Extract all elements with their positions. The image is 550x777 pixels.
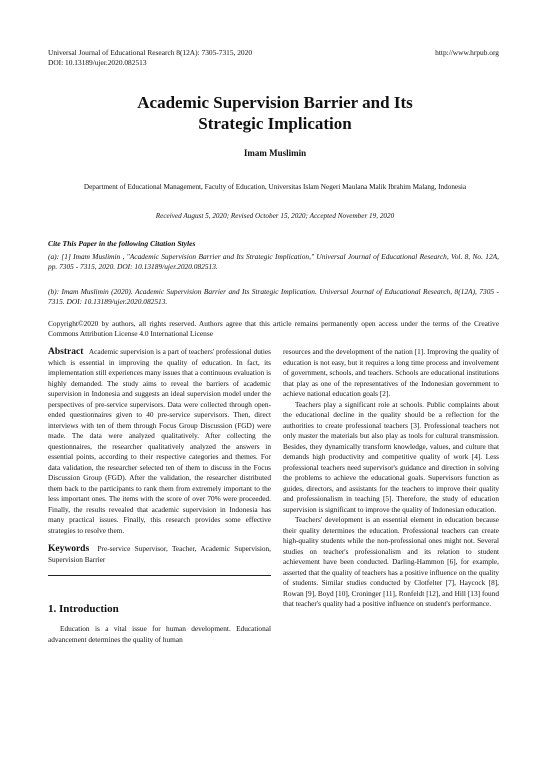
paper-title-line-2: Strategic Implication [198, 114, 352, 133]
running-header [48, 48, 499, 57]
citation-heading: Cite This Paper in the following Citation Styles [48, 239, 196, 248]
journal-citation: Universal Journal of Educational Research 8(12A): 7305-7315, 2020 [48, 48, 253, 57]
citation-style-a: (a): [1] Imam Muslimin , "Academic Supervision Barrier and Its Strategic Implication," Universal Journal of Educational Research, Vol. 8, No. 12A, pp. 7305 - 7315, 2020. DOI: 10.13189/ujer.2020.082513. [48, 252, 499, 271]
paper-title-line-1: Academic Supervision Barrier and Its [137, 93, 413, 112]
citation-style-b: (b): Imam Muslimin (2020). Academic Supervision Barrier and Its Strategic Implication. Universal Journal of Educational Research, 8(12A), 7305 - 7315. DOI: 10.13189/ujer.2020.082513. [48, 287, 499, 306]
abstract [48, 347, 271, 536]
left-column [48, 347, 271, 645]
abstract-text: Academic supervision is a part of teachers' professional duties which is essential in improving the quality of education. In fact, its implementation still experiences many issues that a continuous evaluation is highly demanded. The study aims to reveal the barriers of academic supervision in Indonesia and suggests an ideal supervision model under the perspectives of pre-service supervisors. Data were collected through open-ended questionnaires given to 40 pre-service supervisors. Then, direct interviews with ten of them through Focus Group Discussion (FGD) were made. The data were analyzed qualitatively. After collecting the questionnaires, the researcher qualitatively analyzed the answers in essential points, according to their respective categories and themes. For data validation, the researcher selected ten of them to discuss in the Focus Discussion Group (FGD). After the validation, the researcher distributed them back to the participants to rank them from extremely important to the less important ones. The items with the score of over 70% were proceeded. Finally, the results revealed that academic supervision in Indonesia has many practical issues. Finally, this research provides some effective strategies to resolve them. [48, 347, 271, 535]
right-column [283, 347, 499, 610]
keywords-heading: Keywords [48, 544, 90, 554]
body-paragraph-3: Teachers' development is an essential element in education because their quality determines the education. Professional teachers can create high-quality students while the non-professional ones might not. Several studies on teacher's professionalism and its relation to student achievement have been conducted. Darling-Hammon [6], for example, asserted that the quality of teachers has a positive influence on the quality of students. Similar studies conducted by Clotfelter [7], Haycock [8], Rowan [9], Boyd [10], Croninger [11], Ronfeldt [12], and Hill [13] found that teacher's quality had a positive influence on student's performance. [283, 515, 499, 608]
abstract-heading: Abstract [48, 347, 84, 357]
body-paragraph-2: Teachers play a significant role at schools. Public complaints about the educational decline in the quality should be a reflection for the authorities to create professional teachers [3]. Professional teachers not only master the materials but also play as tools for cultural transmission. Besides, they dynamically transform knowledge, values, and culture that demands high productivity and competitive quality of work [4]. Less professional teachers need supervisor's guidance and direction in solving the problems to achieve the educational goals. Supervisors function as guides, directors, and assistants for the teachers to improve their quality and professionalism in teaching [5]. Therefore, the study of education supervision is significant to improve the quality of Indonesian education. [283, 399, 499, 514]
paper-title [60, 92, 490, 134]
journal-url-link[interactable]: http://www.hrpub.org [435, 48, 499, 57]
intro-paragraph: Education is a vital issue for human development. Educational advancement determines the quality of human [48, 624, 271, 644]
copyright-notice: Copyright©2020 by authors, all rights reserved. Authors agree that this article remains permanently open access under the terms of the Creative Commons Attribution License 4.0 International License [48, 319, 499, 338]
section-heading-introduction: 1. Introduction [48, 603, 119, 615]
keywords-text: Pre-service Supervisor, Teacher, Academic Supervision, Supervision Barrier [48, 544, 271, 564]
body-paragraph-1: resources and the development of the nation [1]. Improving the quality of education is not easy, but it requires a long time process and involvement of government, schools, and teachers. Schools are educational institutions that play as one of the representatives of the Indonesian government to achieve national education goals [2]. [283, 347, 499, 398]
header-doi: DOI: 10.13189/ujer.2020.082513 [48, 58, 147, 67]
section-divider [48, 575, 271, 576]
received-dates: Received August 5, 2020; Revised October 15, 2020; Accepted November 19, 2020 [155, 212, 395, 220]
author-name: Imam Muslimin [243, 148, 307, 158]
keywords [48, 544, 271, 565]
author-affiliation: Department of Educational Management, Faculty of Education, Universitas Islam Negeri Maulana Malik Ibrahim Malang, Indonesia [83, 183, 467, 191]
